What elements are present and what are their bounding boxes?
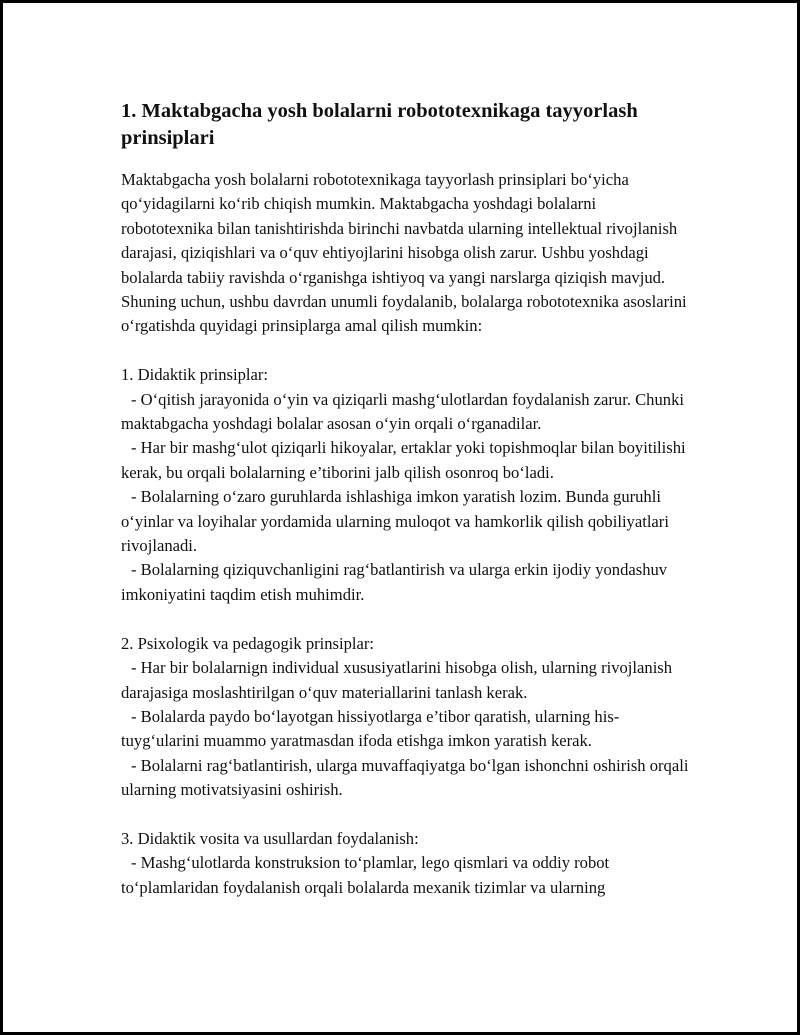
section-heading: 1. Didaktik prinsiplar: (121, 365, 269, 385)
list-item: - O‘qitish jarayonida o‘yin va qiziqarli mashg‘ulotlardan foydalanish zarur. Chunki maktabgacha yoshdagi bolalar asosan o‘yin orqali o‘rganadilar. (121, 389, 684, 434)
list-item: - Mashg‘ulotlarda konstruksion to‘plamlar, lego qismlari va oddiy robot to‘plamlaridan foydalanish orqali bolalarda mexanik tizimlar va ularning (121, 853, 610, 897)
section-heading: 2. Psixologik va pedagogik prinsiplar: (121, 633, 375, 653)
section-heading: 3. Didaktik vosita va usullardan foydalanish: (121, 828, 419, 848)
list-item: - Bolalarda paydo bo‘layotgan hissiyotlarga e’tibor qaratish, ularning his-tuyg‘ularini muammo yaratmasdan ifoda etishga imkon yaratish kerak. (121, 706, 620, 751)
list-item: - Bolalarning qiziquvchanligini rag‘batlantirish va ularga erkin ijodiy yondashuv imkoniyatini taqdim etish muhimdir. (121, 560, 668, 604)
paragraph-gap (121, 803, 691, 827)
paragraph-gap (121, 339, 691, 363)
list-item: - Har bir bolalarnign individual xususiyatlarini hisobga olish, ularning rivojlanish darajasiga moslashtirilgan o‘quv materiallarini tanlash kerak. (121, 658, 673, 702)
principles-section-1 (121, 363, 691, 607)
list-item: - Bolalarning o‘zaro guruhlarda ishlashiga imkon yaratish lozim. Bunda guruhli o‘yinlar va loyihalar yordamida ularning muloqot va hamkorlik qilish qobiliyatlari rivojlanadi. (121, 487, 669, 556)
principles-section-2 (121, 632, 691, 803)
document-body (121, 98, 691, 900)
intro-paragraph: Maktabgacha yosh bolalarni robototexnikaga tayyorlash prinsiplari bo‘yicha qo‘yidagilarni ko‘rib chiqish mumkin. Maktabgacha yoshdagi bolalarni robototexnika bilan tanishtirishda birinchi navbatda ularning intellektual rivojlanish darajasi, qiziqishlari va o‘quv ehtiyojlarini hisobga olish zarur. Ushbu yoshdagi bolalarda tabiiy ravishda o‘rganishga ishtiyoq va yangi narslarga qiziqish mavjud. Shuning uchun, ushbu davrdan unumli foydalanib, bolalarga robototexnika asoslarini o‘rgatishda quyidagi prinsiplarga amal qilish mumkin: (121, 170, 687, 336)
list-item: - Har bir mashg‘ulot qiziqarli hikoyalar, ertaklar yoki topishmoqlar bilan boyitilishi kerak, bu orqali bolalarning e’tiborini jalb qilish osonroq bo‘ladi. (121, 438, 686, 482)
principles-section-3 (121, 827, 691, 900)
section-title: 1. Maktabgacha yosh bolalarni robototexnikaga tayyorlash prinsiplari (121, 100, 638, 149)
list-item: - Bolalarni rag‘batlantirish, ularga muvaffaqiyatga bo‘lgan ishonchni oshirish orqali ularning motivatsiyasini oshirish. (121, 755, 689, 800)
paragraph-gap (121, 607, 691, 631)
